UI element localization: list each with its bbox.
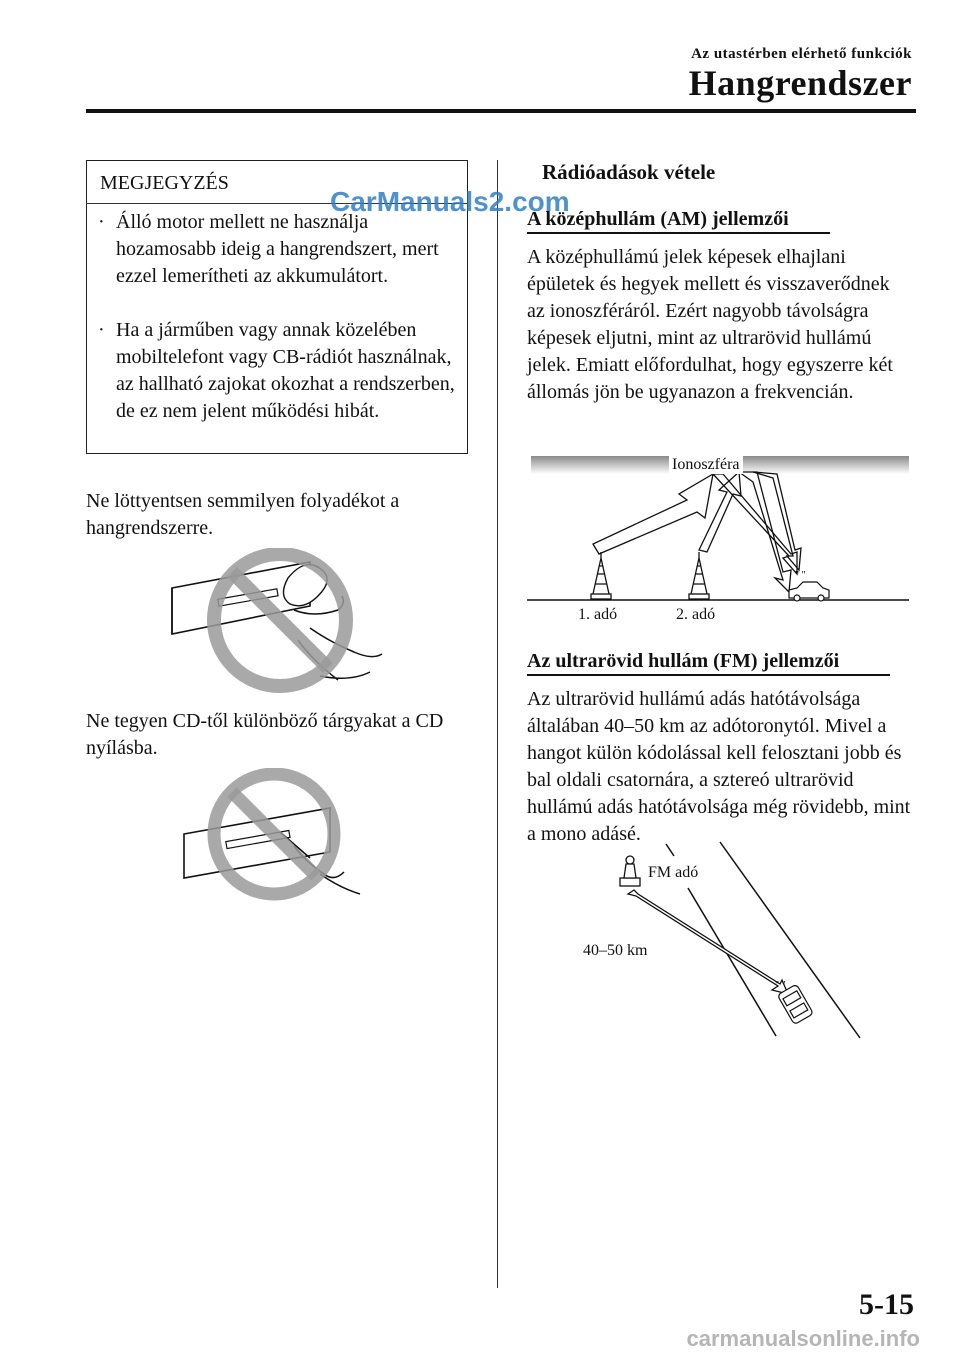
car-signal-mark: " ": [795, 570, 806, 581]
column-divider: [497, 160, 498, 1288]
am-propagation-diagram: [527, 452, 912, 632]
note-bullet-2: [90, 317, 462, 425]
am-text: A középhullámú jelek képesek elhajlani épületek és hegyek mellett és visszaverődnek az ionoszféráról. Ezért nagyobb távolságra képesek eljutni, mint az ultrarövid hullámú jelek. Emiatt előfordulhat, hogy egyszerre két állomás jön be ugyanazon a frekvencián.: [527, 246, 893, 403]
bullet-dot: ·: [98, 319, 105, 341]
fm-heading: Az ultrarövid hullám (FM) jellemzői: [527, 650, 840, 672]
liquid-warning-text: Ne löttyentsen semmilyen folyadékot a hangrendszerre.: [86, 490, 400, 539]
transmitter-1-icon: [591, 552, 611, 599]
car-icon: [789, 582, 829, 601]
no-liquid-illustration: [160, 548, 400, 698]
fm-text: Az ultrarövid hullámú adás hatótávolsága általában 40–50 km az adótoronytól. Mivel a hangot külön kódolással kell felosztani jobb és bal oldali csatornára, a sztereó ultrarövid hullámú adás hatótávolsága még rövidebb, mint a mono adásé.: [527, 688, 911, 845]
note-bullet-1: [90, 209, 462, 290]
am-heading-underline: [527, 232, 830, 234]
header-rule: [86, 109, 916, 113]
page-number: 5-15: [859, 1288, 914, 1321]
note-heading: MEGJEGYZÉS: [100, 172, 229, 194]
fm-car-signal-mark: " ": [775, 980, 786, 991]
fm-heading-underline: [527, 674, 890, 676]
fm-transmitter-icon: [620, 856, 640, 886]
transmitter-1-label: 1. adó: [578, 606, 618, 623]
radio-reception-title: Rádióadások vétele: [542, 160, 716, 184]
bullet-dot: ·: [98, 211, 105, 233]
am-heading: A középhullám (AM) jellemzői: [527, 208, 789, 230]
note-bullet-text: Álló motor mellett ne használja hozamosabb ideig a hangrendszert, mert ezzel lemerítheti az akkumulátort.: [116, 211, 439, 287]
page-title: Hangrendszer: [688, 63, 912, 103]
range-arrow: [628, 890, 788, 994]
transmitter-2-icon: [689, 552, 709, 599]
cd-warning-text: Ne tegyen CD-től különböző tárgyakat a CD nyílásba.: [86, 710, 444, 759]
footer-watermark: carmanualsonline.info: [686, 1326, 920, 1351]
fm-distance-label: 40–50 km: [583, 942, 648, 959]
section-header: Az utastérben elérhető funkciók: [691, 46, 912, 62]
note-bullet-text: Ha a járműben vagy annak közelében mobiltelefont vagy CB-rádiót használnak, az hallható zajokat okozhat a rendszerben, de ez nem jelent működési hibát.: [116, 319, 455, 422]
watermark: CarManuals2.com: [330, 186, 570, 217]
fm-transmitter-label: FM adó: [648, 864, 699, 881]
transmitter-2-label: 2. adó: [676, 606, 716, 623]
no-foreign-object-illustration: [170, 768, 380, 913]
ionosphere-label: Ionoszféra: [669, 456, 743, 474]
